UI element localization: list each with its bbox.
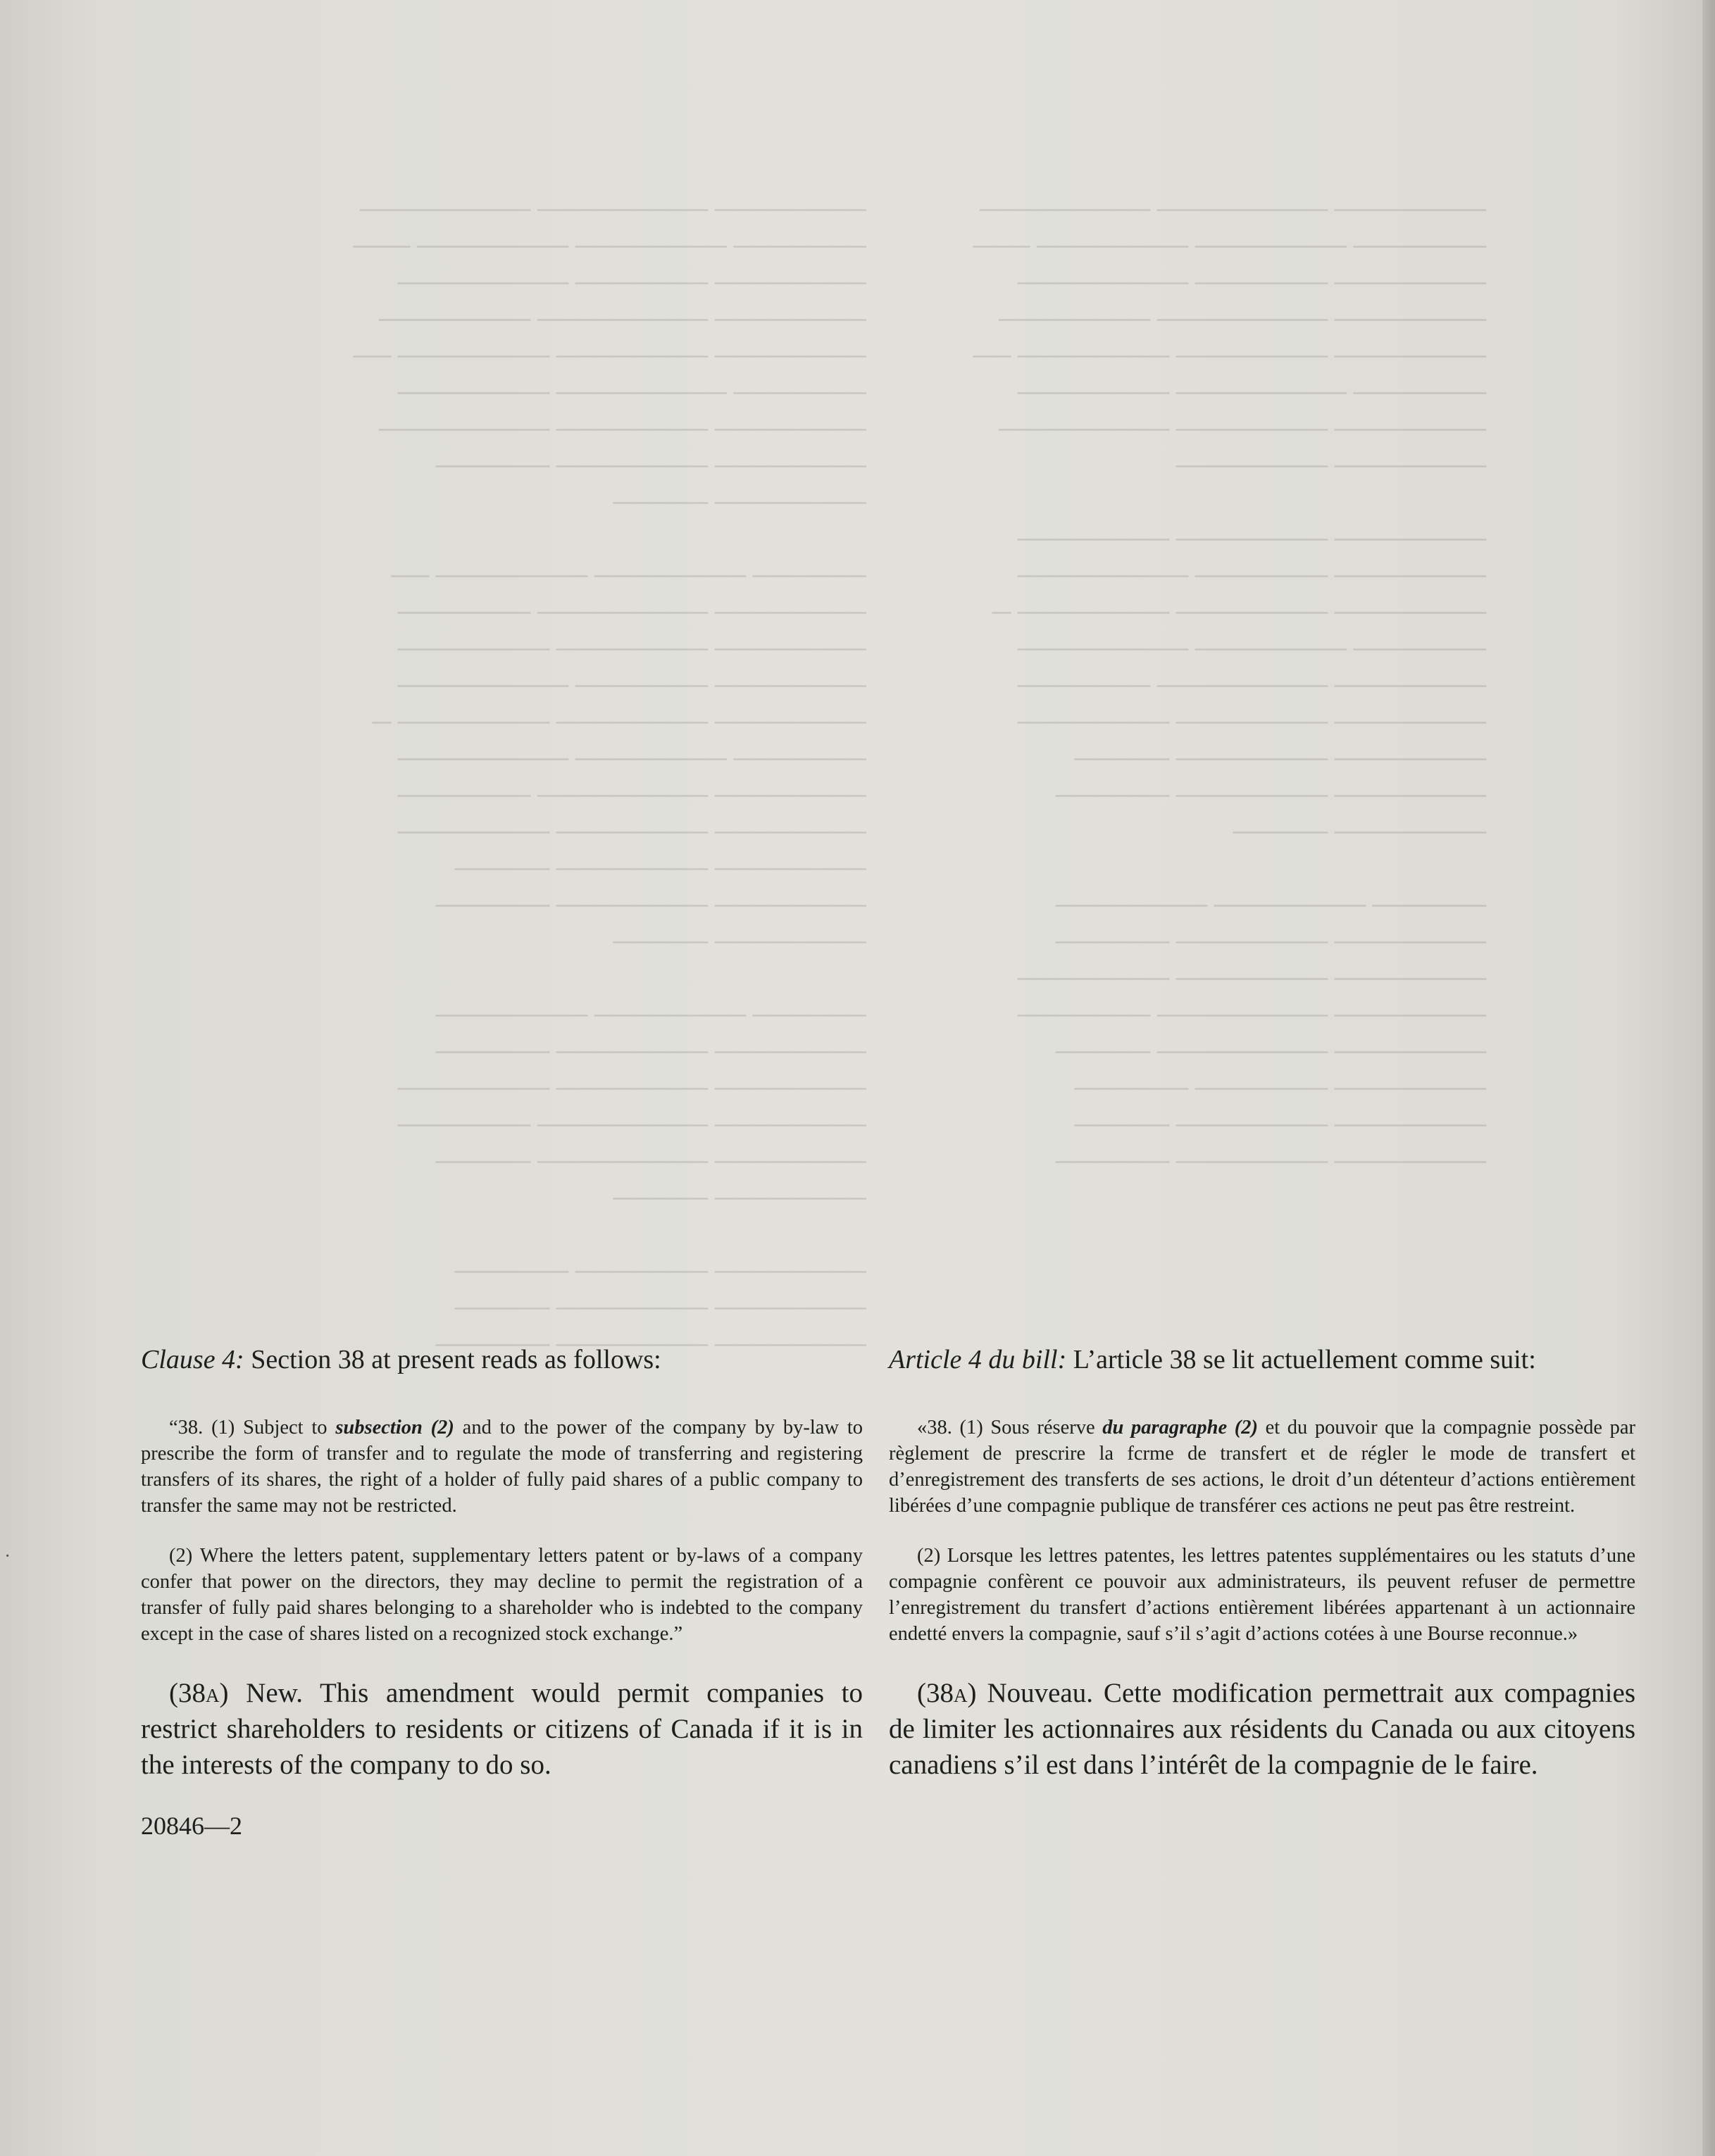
explanatory-note	[141, 1675, 863, 1783]
document-code: 20846—2	[141, 1812, 242, 1840]
english-column	[141, 1341, 863, 1841]
note-ref: (38a)	[917, 1678, 977, 1708]
french-column	[889, 1341, 1635, 1783]
bleed-through-texture: ──────── ───────── ───────── ─────── ──────── ──────── ─── ──────── ─────── ───────── ──────── ───────── ──────── ──────── ──────── ──────── ── ─────── ───────── ──────── ──────── ──────── ───────── ──────── ──────── ────── ──────── ───── ────── ──────── ──────── ── ──────── ───────── ─────── ──────── ──────── ──────── ──────── ─────── ───────── ──────── ──────── ──────── ─ ─────── ──────── ───────── ──────── ───────── ─────── ──────── ──────── ──────── ──────── ──────── ───── ──────── ──────── ────── ──────── ───── ────── ──────── ──────── ──────── ──────── ────── ──────── ──────── ──────── ──────── ───────── ─────── ──────── ───────── ───── ──────── ───── ──────── ─────── ────── ──────── ──────── ───── ──────── ──────── ──────	[353, 195, 866, 1360]
quote-text: and to the power of the company by by-law to prescribe the form of transfer and to regulate the mode of transferring and registering transfers of its shares, the right of a holder of fully paid shares of a public company to transfer the same may not be restricted.	[141, 1417, 863, 1517]
clause-heading-text: Section 38 at present reads as follows:	[244, 1345, 661, 1374]
clause-label: Clause 4:	[141, 1345, 244, 1374]
bleed-through-texture: ──────── ───────── ───────── ─────── ──────── ──────── ─── ──────── ─────── ───────── ──────── ───────── ──────── ──────── ──────── ──────── ── ─────── ───────── ──────── ──────── ──────── ───────── ──────── ──────── ──────── ──────── ──────── ──────── ─────── ───────── ──────── ──────── ──────── ─ ─────── ──────── ───────── ──────── ───────── ─────── ──────── ──────── ──────── ──────── ──────── ───── ──────── ──────── ────── ──────── ───── ────── ──────── ──────── ──────── ──────── ────── ──────── ──────── ──────── ──────── ───────── ─────── ──────── ───────── ───── ──────── ─────── ────── ──────── ──────── ───── ──────── ──────── ──────	[973, 195, 1486, 1177]
quoted-paragraph-1	[889, 1415, 1635, 1519]
note-ref: (38a)	[169, 1678, 229, 1708]
note-text: Nouveau. Cette modification permettrait aux compagnies de limiter les actionnaires aux résidents du Canada ou aux citoyens canadiens s’il est dans l’intérêt de la compagnie de le faire.	[889, 1678, 1635, 1780]
explanatory-note	[889, 1675, 1635, 1783]
article-heading-text: L’article 38 se lit actuellement comme suit:	[1066, 1345, 1536, 1374]
quote-emphasis: du paragraphe (2)	[1102, 1417, 1259, 1439]
quoted-paragraph-2: (2) Lorsque les lettres patentes, les lettres patentes supplémentaires ou les statuts d’une compagnie confèrent ce pouvoir aux administrateurs, ils peuvent refuser de permettre l’enregistrement du transfert d’actions entièrement libérées appartenant à un actionnaire endetté envers la compagnie, sauf s’il s’agit d’actions cotées à une Bourse reconnue.»	[889, 1545, 1635, 1645]
quoted-subsection-1	[141, 1415, 863, 1519]
quote-text: et du pouvoir que la compagnie possède par règlement de prescrire la fcrme de transfert et de régler le mode de transfert et d’enregistrement des transferts de ses actions, le droit d’un détenteur d’actions entièrement libérées d’une compagnie publique de transférer ces actions ne peut pas être restreint.	[889, 1417, 1636, 1517]
quote-text: “38. (1) Subject to	[169, 1417, 336, 1439]
quote-text: «38. (1) Sous réserve	[917, 1417, 1103, 1439]
margin-mark: ·	[4, 1546, 11, 1567]
article-label: Article 4 du bill:	[889, 1345, 1067, 1374]
clause-heading	[141, 1341, 863, 1378]
quote-emphasis: subsection (2)	[335, 1417, 454, 1439]
page-edge	[1702, 0, 1715, 2156]
article-heading	[889, 1341, 1635, 1378]
note-text: New. This amendment would permit companies to restrict shareholders to residents or citizens of Canada if it is in the interests of the company to do so.	[141, 1678, 863, 1780]
quoted-subsection-2: (2) Where the letters patent, supplementary letters patent or by-laws of a company confer that power on the directors, they may decline to permit the registration of a transfer of fully paid shares belonging to a shareholder who is indebted to the company except in the case of shares listed on a recognized stock exchange.”	[141, 1545, 863, 1645]
